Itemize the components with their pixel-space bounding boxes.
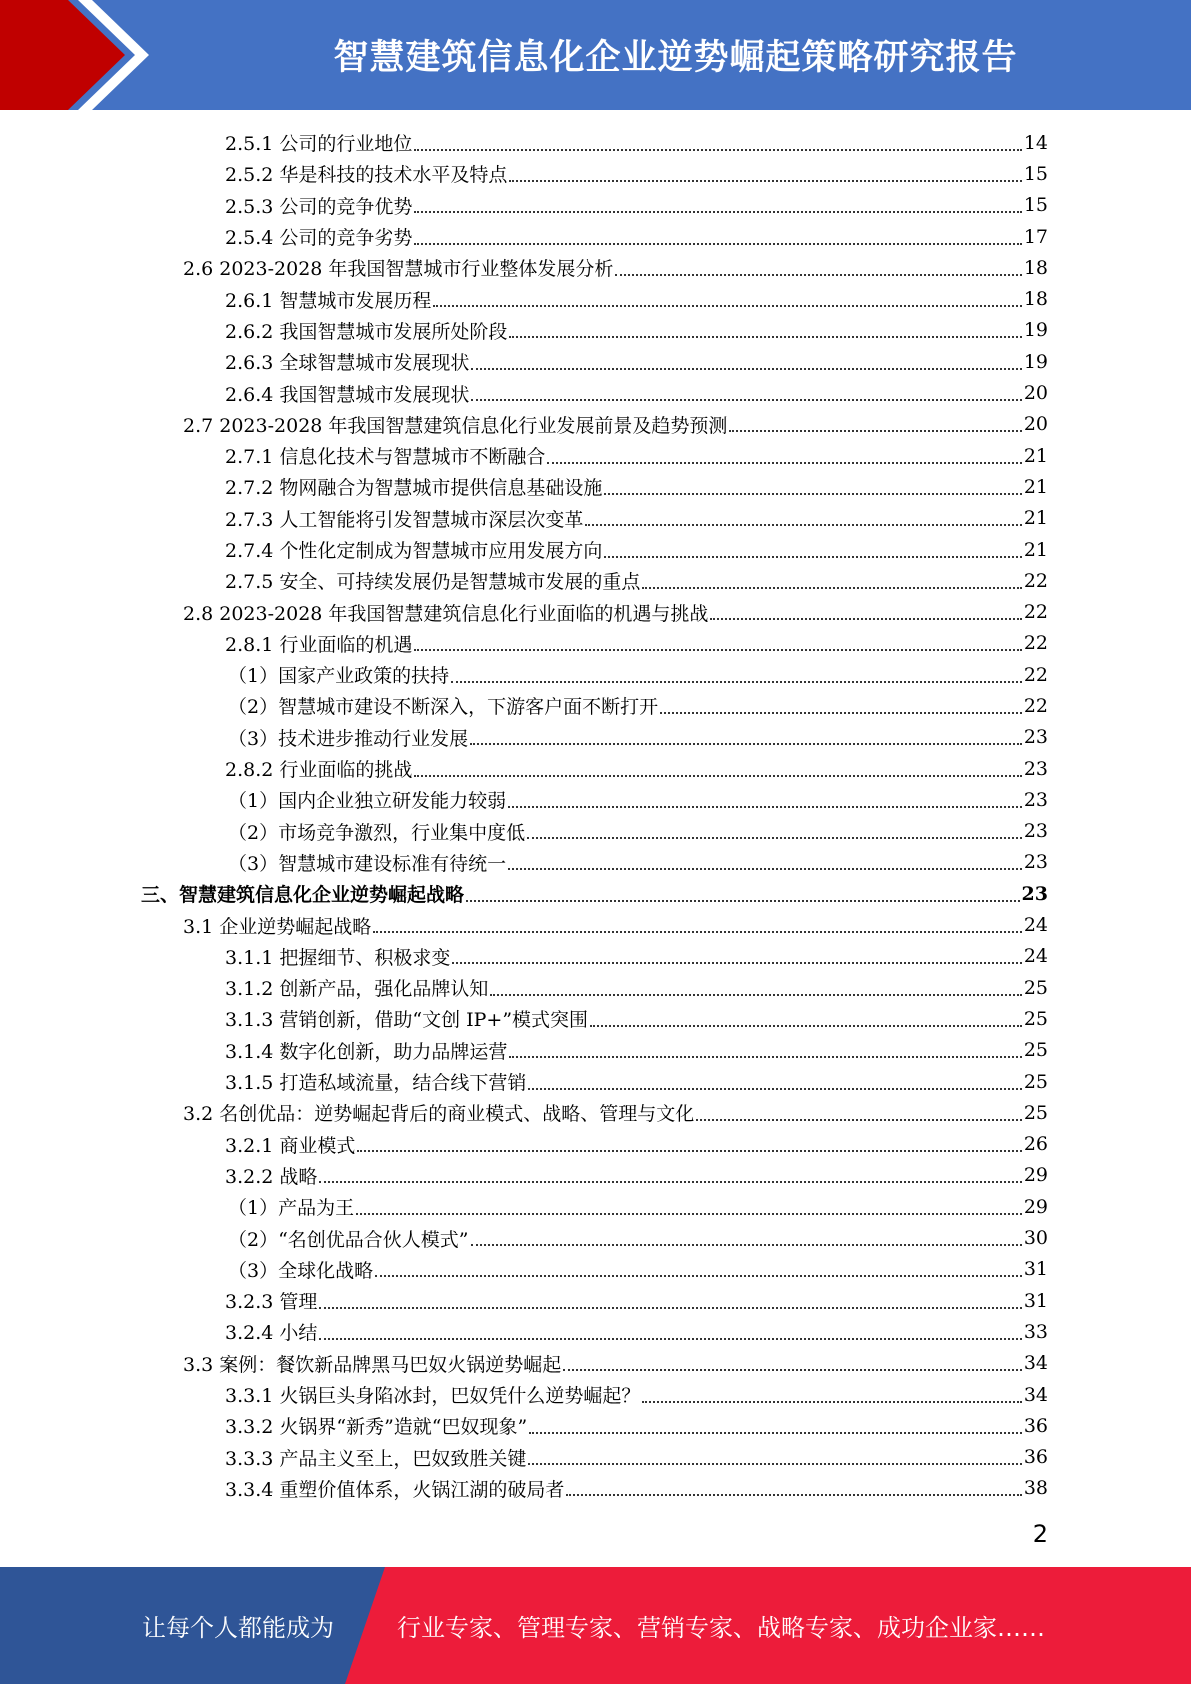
toc-dot-leader bbox=[490, 976, 1021, 996]
toc-entry[interactable] bbox=[0, 628, 1191, 659]
toc-entry-title: 3.3.2 火锅界“新秀”造就“巴奴现象” bbox=[225, 1416, 528, 1439]
page-number: 2 bbox=[1032, 1520, 1048, 1548]
toc-dot-leader bbox=[604, 475, 1021, 495]
toc-entry-page: 34 bbox=[1023, 1352, 1048, 1375]
toc-dot-leader bbox=[528, 1445, 1021, 1465]
toc-entry[interactable] bbox=[0, 1348, 1191, 1379]
toc-entry-title: 2.7.2 物网融合为智慧城市提供信息基础设施 bbox=[225, 477, 603, 500]
toc-entry-title: 2.7 2023-2028 年我国智慧建筑信息化行业发展前景及趋势预测 bbox=[183, 414, 728, 437]
toc-entry-page: 31 bbox=[1023, 1289, 1048, 1312]
footer-slogan-left: 让每个人都能成为 bbox=[142, 1614, 334, 1642]
toc-entry[interactable] bbox=[0, 377, 1191, 408]
toc-entry-title: 三、智慧建筑信息化企业逆势崛起战略 bbox=[141, 884, 465, 907]
toc-dot-leader bbox=[509, 318, 1021, 338]
toc-dot-leader bbox=[357, 1132, 1021, 1152]
toc-entry[interactable] bbox=[0, 1254, 1191, 1285]
toc-entry[interactable] bbox=[0, 409, 1191, 440]
toc-entry-title: 2.6 2023-2028 年我国智慧城市行业整体发展分析 bbox=[183, 258, 614, 281]
toc-entry[interactable] bbox=[0, 440, 1191, 471]
toc-dot-leader bbox=[414, 631, 1021, 651]
toc-entry-page: 22 bbox=[1023, 663, 1048, 686]
toc-entry-page: 18 bbox=[1023, 256, 1048, 279]
toc-entry-page: 21 bbox=[1023, 538, 1048, 561]
toc-entry-page: 33 bbox=[1023, 1320, 1048, 1343]
toc-entry[interactable] bbox=[0, 1097, 1191, 1128]
toc-entry-page: 21 bbox=[1023, 475, 1048, 498]
toc-entry-title: 3.1.2 创新产品，强化品牌认知 bbox=[225, 978, 489, 1001]
toc-entry-page: 38 bbox=[1023, 1477, 1048, 1500]
toc-entry-title: 3.3.3 产品主义至上，巴奴致胜关键 bbox=[225, 1447, 527, 1470]
toc-entry-title: （2）市场竞争激烈，行业集中度低 bbox=[228, 821, 526, 844]
toc-entry-title: 2.7.1 信息化技术与智慧城市不断融合 bbox=[225, 446, 546, 469]
toc-dot-leader bbox=[375, 1257, 1022, 1277]
toc-entry[interactable] bbox=[0, 596, 1191, 627]
toc-dot-leader bbox=[414, 193, 1021, 213]
toc-dot-leader bbox=[452, 944, 1021, 964]
toc-entry-page: 34 bbox=[1023, 1383, 1048, 1406]
toc-entry-title: 2.5.3 公司的竞争优势 bbox=[225, 195, 413, 218]
toc-entry-title: 2.8.2 行业面临的挑战 bbox=[225, 759, 413, 782]
toc-entry[interactable] bbox=[0, 816, 1191, 847]
toc-entry-title: 3.1.5 打造私域流量，结合线下营销 bbox=[225, 1072, 527, 1095]
toc-entry[interactable] bbox=[0, 1129, 1191, 1160]
toc-entry-page: 29 bbox=[1023, 1164, 1048, 1187]
toc-entry-page: 24 bbox=[1023, 914, 1048, 937]
toc-entry-page: 15 bbox=[1023, 162, 1048, 185]
toc-entry[interactable] bbox=[0, 1191, 1191, 1222]
toc-entry-page: 20 bbox=[1023, 413, 1048, 436]
toc-entry[interactable] bbox=[0, 1316, 1191, 1347]
toc-entry-title: 3.1.1 把握细节、积极求变 bbox=[225, 946, 451, 969]
toc-entry-title: （1）国内企业独立研发能力较弱 bbox=[228, 790, 507, 813]
toc-dot-leader bbox=[642, 1383, 1021, 1403]
toc-entry-page: 25 bbox=[1023, 1039, 1048, 1062]
toc-entry[interactable] bbox=[0, 252, 1191, 283]
toc-entry-page: 22 bbox=[1023, 694, 1048, 717]
toc-entry[interactable] bbox=[0, 283, 1191, 314]
toc-entry[interactable] bbox=[0, 534, 1191, 565]
toc-entry-title: 3.2.1 商业模式 bbox=[225, 1134, 356, 1157]
toc-dot-leader bbox=[527, 819, 1022, 839]
toc-dot-leader bbox=[729, 412, 1021, 432]
page-header bbox=[0, 0, 1191, 110]
toc-entry[interactable] bbox=[0, 1441, 1191, 1472]
toc-dot-leader bbox=[566, 1476, 1021, 1496]
toc-dot-leader bbox=[604, 538, 1021, 558]
toc-entry-title: 2.6.1 智慧城市发展历程 bbox=[225, 289, 432, 312]
toc-entry-title: 2.5.2 华是科技的技术水平及特点 bbox=[225, 164, 508, 187]
toc-entry-page: 19 bbox=[1023, 350, 1048, 373]
toc-entry-page: 30 bbox=[1023, 1227, 1048, 1250]
toc-entry-title: 3.1.4 数字化创新，助力品牌运营 bbox=[225, 1040, 508, 1063]
toc-entry[interactable] bbox=[0, 315, 1191, 346]
toc-entry[interactable] bbox=[0, 909, 1191, 940]
toc-dot-leader bbox=[660, 694, 1022, 714]
toc-entry-title: 3.1 企业逆势崛起战略 bbox=[183, 915, 372, 938]
toc-entry[interactable] bbox=[0, 878, 1191, 909]
toc-entry-page: 19 bbox=[1023, 319, 1048, 342]
toc-dot-leader bbox=[470, 725, 1022, 745]
toc-entry-title: 3.3.1 火锅巨头身陷冰封，巴奴凭什么逆势崛起？ bbox=[225, 1385, 641, 1408]
toc-entry-page: 22 bbox=[1023, 632, 1048, 655]
toc-entry-page: 25 bbox=[1023, 1101, 1048, 1124]
toc-entry[interactable] bbox=[0, 1066, 1191, 1097]
toc-entry[interactable] bbox=[0, 1410, 1191, 1441]
toc-entry-page: 25 bbox=[1023, 976, 1048, 999]
toc-entry-page: 26 bbox=[1023, 1133, 1048, 1156]
toc-entry-page: 22 bbox=[1023, 569, 1048, 592]
toc-dot-leader bbox=[356, 1195, 1022, 1215]
toc-entry-title: （3）技术进步推动行业发展 bbox=[228, 727, 469, 750]
toc-entry-page: 31 bbox=[1023, 1258, 1048, 1281]
toc-entry-title: 3.2.3 管理 bbox=[225, 1291, 318, 1314]
toc-dot-leader bbox=[696, 1101, 1022, 1121]
toc-entry-page: 36 bbox=[1023, 1414, 1048, 1437]
toc-entry-page: 29 bbox=[1023, 1195, 1048, 1218]
toc-entry-title: 3.3.4 重塑价值体系，火锅江湖的破局者 bbox=[225, 1478, 565, 1501]
toc-entry-title: （1）产品为王 bbox=[228, 1197, 355, 1220]
toc-dot-leader bbox=[414, 757, 1021, 777]
toc-entry-page: 23 bbox=[1023, 788, 1048, 811]
toc-entry-page: 21 bbox=[1023, 507, 1048, 530]
toc-dot-leader bbox=[373, 913, 1022, 933]
footer-slogan-right: 行业专家、管理专家、营销专家、战略专家、成功企业家…… bbox=[397, 1614, 1045, 1642]
toc-entry-page: 25 bbox=[1023, 1007, 1048, 1030]
toc-dot-leader bbox=[471, 1226, 1022, 1246]
toc-entry[interactable] bbox=[0, 1285, 1191, 1316]
toc-dot-leader bbox=[508, 788, 1022, 808]
toc-entry[interactable] bbox=[0, 972, 1191, 1003]
toc-dot-leader bbox=[529, 1414, 1022, 1434]
toc-entry[interactable] bbox=[0, 659, 1191, 690]
toc-entry-page: 23 bbox=[1023, 757, 1048, 780]
toc-dot-leader bbox=[319, 1320, 1021, 1340]
toc-entry[interactable] bbox=[0, 471, 1191, 502]
toc-entry[interactable] bbox=[0, 346, 1191, 377]
toc-entry[interactable] bbox=[0, 1160, 1191, 1191]
toc-entry-page: 23 bbox=[1023, 820, 1048, 843]
toc-entry-page: 15 bbox=[1023, 194, 1048, 217]
toc-entry[interactable] bbox=[0, 941, 1191, 972]
toc-entry-page: 18 bbox=[1023, 288, 1048, 311]
toc-entry-title: 2.6.2 我国智慧城市发展所处阶段 bbox=[225, 320, 508, 343]
toc-dot-leader bbox=[563, 1351, 1022, 1371]
toc-entry[interactable] bbox=[0, 1003, 1191, 1034]
toc-entry[interactable] bbox=[0, 1473, 1191, 1504]
toc-entry[interactable] bbox=[0, 221, 1191, 252]
document-title: 智慧建筑信息化企业逆势崛起策略研究报告 bbox=[333, 38, 1018, 78]
toc-entry-title: 2.5.1 公司的行业地位 bbox=[225, 133, 413, 156]
toc-dot-leader bbox=[466, 882, 1020, 902]
toc-entry[interactable] bbox=[0, 1222, 1191, 1253]
toc-entry-title: 2.8 2023-2028 年我国智慧建筑信息化行业面临的机遇与挑战 bbox=[183, 602, 709, 625]
toc-entry[interactable] bbox=[0, 753, 1191, 784]
toc-entry-page: 20 bbox=[1023, 382, 1048, 405]
toc-entry-title: （2）智慧城市建设不断深入，下游客户面不断打开 bbox=[228, 696, 659, 719]
toc-dot-leader bbox=[319, 1163, 1021, 1183]
toc-entry-title: 2.6.4 我国智慧城市发展现状 bbox=[225, 383, 470, 406]
toc-entry-page: 24 bbox=[1023, 945, 1048, 968]
toc-entry-title: （2）“名创优品合伙人模式” bbox=[228, 1228, 469, 1251]
toc-entry[interactable] bbox=[0, 190, 1191, 221]
toc-dot-leader bbox=[585, 506, 1021, 526]
toc-entry-page: 23 bbox=[1021, 882, 1048, 905]
toc-dot-leader bbox=[451, 663, 1022, 683]
toc-dot-leader bbox=[590, 1007, 1022, 1027]
toc-entry[interactable] bbox=[0, 1035, 1191, 1066]
toc-entry-page: 14 bbox=[1023, 131, 1048, 154]
toc-entry-title: （3）全球化战略 bbox=[228, 1259, 374, 1282]
toc-dot-leader bbox=[615, 256, 1021, 276]
toc-entry-title: （3）智慧城市建设标准有待统一 bbox=[228, 852, 507, 875]
toc-dot-leader bbox=[414, 131, 1021, 151]
toc-entry-page: 23 bbox=[1023, 851, 1048, 874]
toc-entry-title: 3.1.3 营销创新，借助“文创 IP+”模式突围 bbox=[225, 1009, 589, 1032]
toc-entry-page: 23 bbox=[1023, 726, 1048, 749]
toc-entry-page: 22 bbox=[1023, 601, 1048, 624]
table-of-contents bbox=[0, 127, 1191, 1504]
toc-dot-leader bbox=[509, 162, 1021, 182]
toc-dot-leader bbox=[471, 381, 1021, 401]
toc-entry-title: 3.3 案例：餐饮新品牌黑马巴奴火锅逆势崛起 bbox=[183, 1353, 562, 1376]
toc-dot-leader bbox=[642, 569, 1021, 589]
toc-entry[interactable] bbox=[0, 690, 1191, 721]
toc-dot-leader bbox=[710, 600, 1021, 620]
toc-entry[interactable] bbox=[0, 127, 1191, 158]
toc-dot-leader bbox=[433, 287, 1021, 307]
toc-entry-title: （1）国家产业政策的扶持 bbox=[228, 665, 450, 688]
toc-entry-page: 36 bbox=[1023, 1446, 1048, 1469]
toc-entry-title: 2.5.4 公司的竞争劣势 bbox=[225, 227, 413, 250]
toc-entry[interactable] bbox=[0, 722, 1191, 753]
toc-entry-title: 2.8.1 行业面临的机遇 bbox=[225, 633, 413, 656]
toc-entry[interactable] bbox=[0, 784, 1191, 815]
toc-entry-page: 21 bbox=[1023, 444, 1048, 467]
toc-entry-title: 3.2.2 战略 bbox=[225, 1165, 318, 1188]
toc-dot-leader bbox=[528, 1070, 1021, 1090]
toc-dot-leader bbox=[508, 850, 1022, 870]
toc-entry-page: 25 bbox=[1023, 1070, 1048, 1093]
toc-dot-leader bbox=[509, 1038, 1021, 1058]
toc-entry-title: 2.7.4 个性化定制成为智慧城市应用发展方向 bbox=[225, 540, 603, 562]
toc-dot-leader bbox=[414, 225, 1021, 245]
toc-entry[interactable] bbox=[0, 158, 1191, 189]
toc-entry-title: 2.7.5 安全、可持续发展仍是智慧城市发展的重点 bbox=[225, 571, 641, 594]
toc-entry-title: 3.2.4 小结 bbox=[225, 1322, 318, 1345]
toc-entry-title: 2.6.3 全球智慧城市发展现状 bbox=[225, 352, 470, 375]
toc-entry[interactable] bbox=[0, 565, 1191, 596]
page-footer bbox=[0, 1567, 1191, 1684]
toc-entry[interactable] bbox=[0, 503, 1191, 534]
toc-dot-leader bbox=[547, 444, 1021, 464]
toc-entry-title: 3.2 名创优品：逆势崛起背后的商业模式、战略、管理与文化 bbox=[183, 1103, 695, 1126]
header-arrow-decoration bbox=[0, 0, 160, 110]
toc-dot-leader bbox=[319, 1289, 1021, 1309]
toc-dot-leader bbox=[471, 350, 1021, 370]
toc-entry-title: 2.7.3 人工智能将引发智慧城市深层次变革 bbox=[225, 508, 584, 531]
toc-entry[interactable] bbox=[0, 1379, 1191, 1410]
toc-entry-page: 17 bbox=[1023, 225, 1048, 248]
toc-entry[interactable] bbox=[0, 847, 1191, 878]
